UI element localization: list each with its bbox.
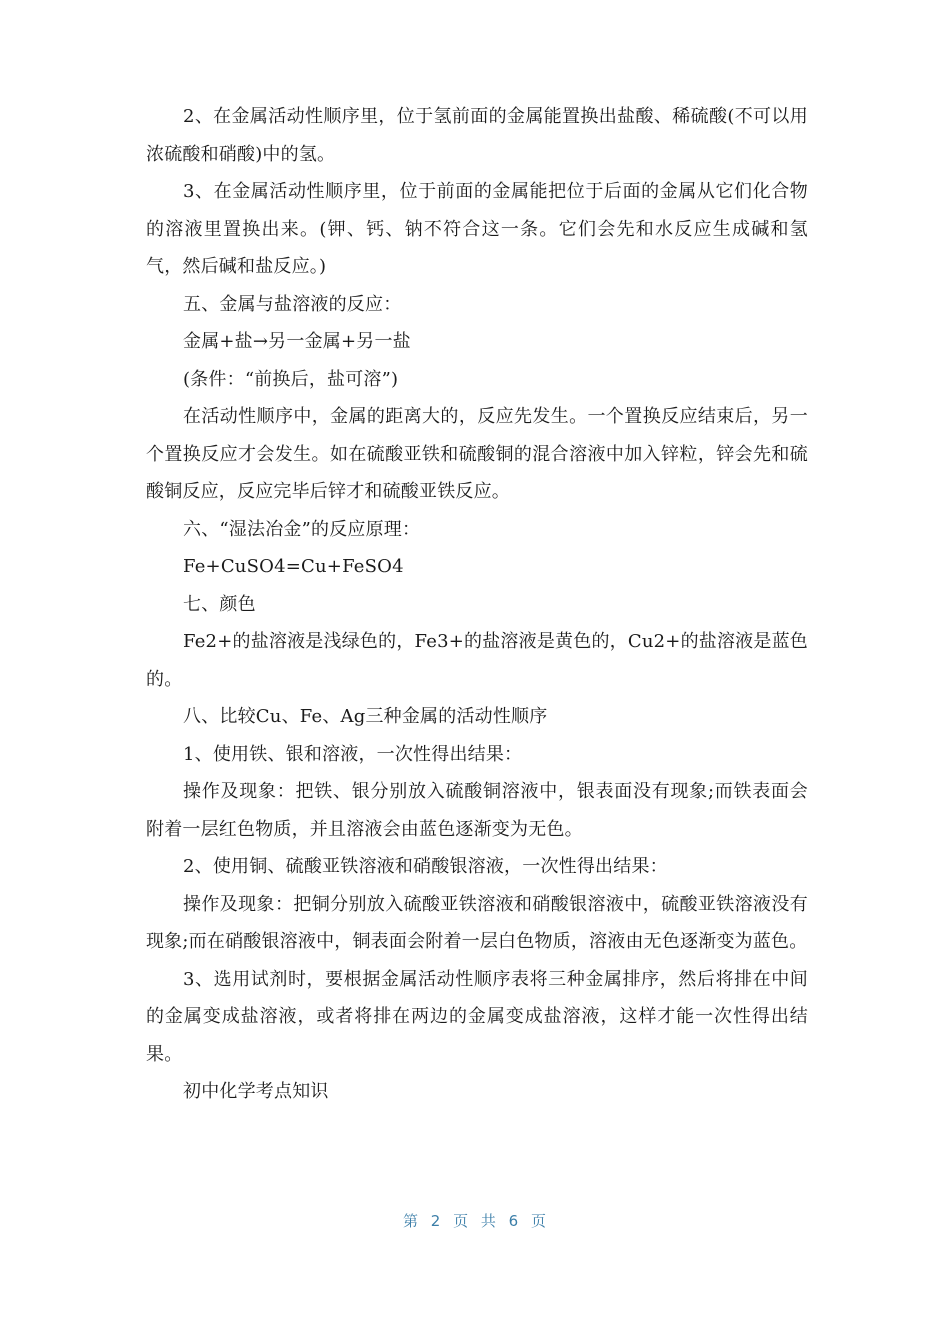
section-heading-7: 七、颜色 [183,593,256,615]
paragraph-1: 2、在金属活动性顺序里，位于氢前面的金属能置换出盐酸、稀硫酸(不可以用浓硫酸和硝酸)中的氢。 [146,106,808,165]
formula-wet-metallurgy: Fe+CuSO4=Cu+FeSO4 [183,556,404,577]
method-2-heading: 2、使用铜、硫酸亚铁溶液和硝酸银溶液，一次性得出结果： [183,856,668,877]
paragraph-2: 3、在金属活动性顺序里，位于前面的金属能把位于后面的金属从它们化合物的溶液里置换出来。(钾、钙、钠不符合这一条。它们会先和水反应生成碱和氢气，然后碱和盐反应。) [146,181,808,277]
method-1-procedure: 操作及现象：把铁、银分别放入硫酸铜溶液中，银表面没有现象;而铁表面会附着一层红色物质，并且溶液会由蓝色逐渐变为无色。 [146,781,808,840]
method-3-note: 3、选用试剂时，要根据金属活动性顺序表将三种金属排序，然后将排在中间的金属变成盐溶液，或者将排在两边的金属变成盐溶液，这样才能一次性得出结果。 [146,968,808,1065]
section-heading-8: 八、比较Cu、Fe、Ag三种金属的活动性顺序 [183,706,548,727]
closing-title: 初中化学考点知识 [183,1081,329,1102]
section-heading-6: 六、“湿法冶金”的反应原理： [183,518,421,540]
page-number-footer: 第 2 页 共 6 页 [403,1212,547,1230]
document-body [146,98,808,1111]
paragraph-colors: Fe2+的盐溶液是浅绿色的，Fe3+的盐溶液是黄色的，Cu2+的盐溶液是蓝色的。 [146,631,808,690]
paragraph-reaction-order: 在活动性顺序中，金属的距离大的，反应先发生。一个置换反应结束后，另一个置换反应才会发生。如在硫酸亚铁和硫酸铜的混合溶液中加入锌粒，锌会先和硫酸铜反应，反应完毕后锌才和硫酸亚铁反应。 [146,406,808,502]
section-heading-5: 五、金属与盐溶液的反应： [183,293,402,315]
method-2-procedure: 操作及现象：把铜分别放入硫酸亚铁溶液和硝酸银溶液中，硫酸亚铁溶液没有现象;而在硝酸银溶液中，铜表面会附着一层白色物质，溶液由无色逐渐变为蓝色。 [146,893,808,952]
condition-note: (条件：“前换后，盐可溶”) [183,368,399,390]
method-1-heading: 1、使用铁、银和溶液，一次性得出结果： [183,743,523,765]
formula-metal-salt: 金属+盐→另一金属+另一盐 [183,331,411,352]
